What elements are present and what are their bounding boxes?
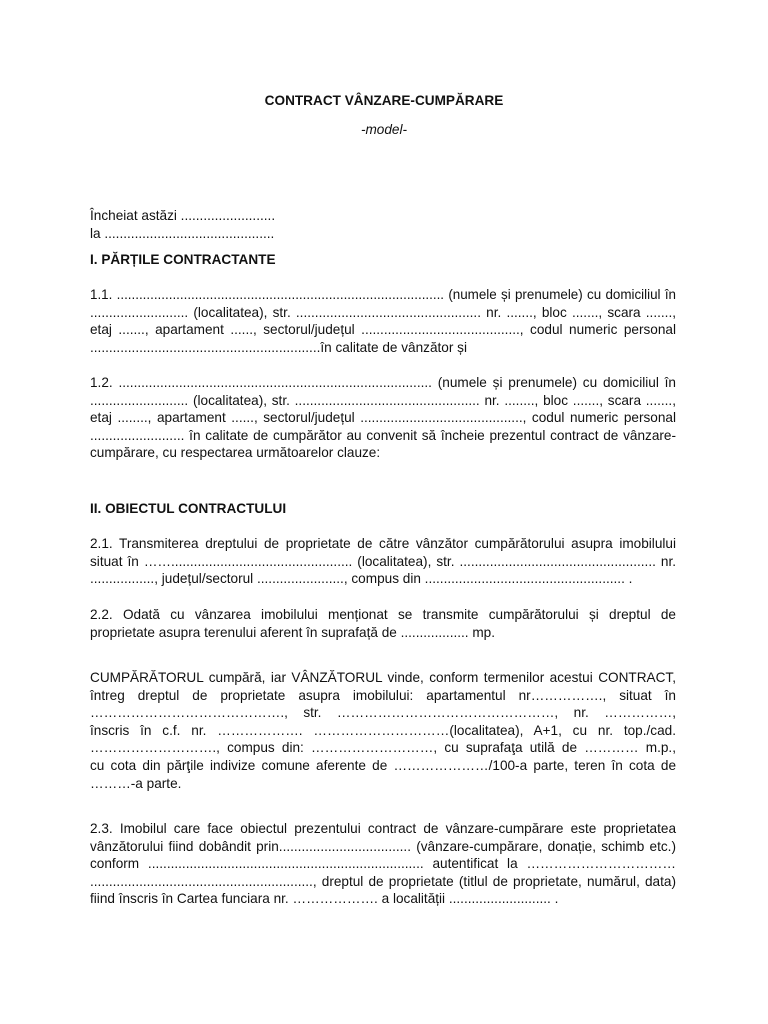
clause-2-2 [90, 606, 676, 641]
clause-line: ……………………………………., str. …………………………………………, nr. ……………, [90, 705, 676, 721]
clause-1-1 [90, 286, 676, 356]
intro-date-line: Încheiat astăzi ......................... [90, 208, 276, 223]
section2-heading-block [90, 500, 676, 518]
clause-line: 1.1. ........................................................................................ (numele și prenumele) cu domiciliul în [90, 287, 676, 302]
document-subtitle: -model- [360, 122, 408, 137]
clause-line: ..........................................................., dreptul de proprietate (titlul de proprietate, numărul, data) [90, 873, 676, 889]
clause-line: .......................... (localitatea), str. ................................................. nr. ......., bloc ......., scara ......., [90, 304, 676, 320]
clause-1-2 [90, 374, 676, 462]
clause-line: proprietate asupra terenului aferent în suprafață de .................. mp. [90, 624, 496, 640]
section2-heading: II. OBIECTUL CONTRACTULUI [90, 501, 287, 516]
clause-line: etaj ........, apartament ......, sectorul/județul ..........................................., codul numeric personal [90, 410, 676, 426]
clause-line: fiind înscris în Cartea funciara nr. ………………. a localității ........................... . [90, 891, 559, 907]
clause-line: 2.2. Odată cu vânzarea imobilului menționat se transmite cumpărătorului și dreptul de [90, 607, 676, 622]
section1-heading: I. PĂRȚILE CONTRACTANTE [90, 252, 276, 267]
clause-line: vânzătorului fiind dobândit prin................................... (vânzare-cumpărare, donație, schimb etc.) [90, 838, 676, 854]
clause-line: ………………………., compus din: ………………………, cu suprafaţa utilă de ………… m.p., [90, 740, 676, 756]
clause-line: cumpărare, cu respectarea următoarelor clauze: [90, 445, 381, 461]
intro-place-line: la ............................................. [90, 225, 275, 241]
clause-line: conform ......................................................................... autentificat la …………………………… [90, 856, 676, 872]
clause-line: situat în ……................................................ (localitatea), str. .................................................... nr. [90, 553, 676, 569]
clause-2-1 [90, 535, 676, 588]
clause-line: 2.1. Transmiterea dreptului de proprietate de către vânzător cumpărătorului asupra imobilului [90, 536, 676, 551]
clause-line: 1.2. ................................................................................... (numele și prenumele) cu domiciliul în [90, 375, 676, 390]
clause-line: ………-a parte. [90, 775, 182, 791]
clause-line: întreg dreptul de proprietate asupra imobilului: apartamentul nr……………., situat în [90, 687, 676, 703]
clause-line: .............................................................în calitate de vânzător și [90, 339, 467, 355]
clause-2-3 [90, 820, 676, 908]
clause-line: CUMPĂRĂTORUL cumpără, iar VÂNZĂTORUL vinde, conform termenilor acestui CONTRACT, [90, 670, 676, 685]
buyer-seller-clause [90, 669, 676, 792]
clause-line: 2.3. Imobilul care face obiectul prezentului contract de vânzare-cumpărare este proprietatea [90, 821, 676, 836]
clause-line: ......................... în calitate de cumpărător au convenit să încheie prezentul contract de vânzare- [90, 427, 676, 443]
intro-block [90, 207, 676, 242]
clause-line: ................., județul/sectorul ......................., compus din ..................................................... . [90, 571, 633, 587]
document-title: CONTRACT VÂNZARE-CUMPĂRARE [264, 93, 504, 108]
clause-line: .......................... (localitatea), str. ................................................. nr. ........, bloc ......., scara ......., [90, 392, 676, 408]
clause-line: cu cota din părţile indivize comune aferente de …………………/100-a parte, teren în cota de [90, 757, 676, 773]
section1-heading-block [90, 251, 676, 269]
clause-line: înscris în c.f. nr. ………………. …………………………(localitatea), A+1, cu nr. top./cad. [90, 722, 676, 738]
clause-line: etaj ......., apartament ......, sectorul/județul .........................................., codul numeric personal [90, 322, 676, 338]
